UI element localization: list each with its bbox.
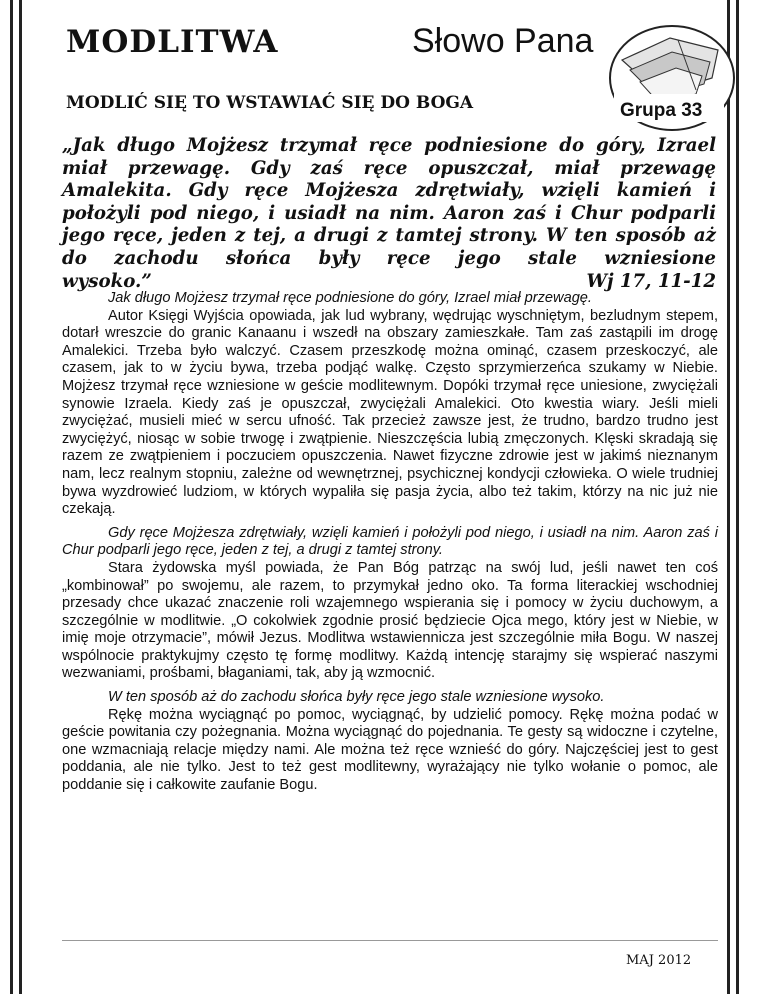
logo-text: Grupa 33	[620, 100, 703, 121]
section-2-title: Gdy ręce Mojżesza zdrętwiały, wzięli kamień i położyli pod niego, i usiadł na nim. Aaron zaś i Chur podparli jego ręce, jeden z tej, a drugi z tamtej strony.	[62, 524, 718, 559]
left-border-line	[10, 0, 13, 994]
section-1-text: Autor Księgi Wyjścia opowiada, jak lud wybrany, wędrując wyschniętym, bezludnym stepem, dotarł wreszcie do granic Kanaanu i wszedł na obszary zamieszkałe. Tam zaś zastąpili im drogę Amalekici. Trzeba było walczyć. Czasem przeszkodę można ominąć, czasem przeskoczyć, ale czasem, jak to w życiu bywa, trzeba podjąć walkę. Często sprzymierzeńca szukamy w Niebie. Mojżesz trzymał ręce wzniesione w geście modlitewnym. Dopóki trzymał ręce uniesione, zwyciężali synowie Izraela. Kiedy zaś je opuszczał, zwyciężali Amalekici. Oto kwestia wiary. Jeśli mieli zwyciężać, musieli mieć w sercu ufność. Tak przecież zawsze jest, że trudno, bardzo trudno jest zwyciężyć, niosąc w sobie trwogę i zwątpienie. Nieszczęścia lubią zmęczonych. Klęski skradają się razem ze zwątpieniem i poczuciem opuszczenia. Nawet fizyczne zdrowie jest w jakimś nieznanym nam, lecz realnym stopniu, zależne od wewnętrznej, psychicznej kondycji człowieka. O wiele trudniej bywa wyzdrowieć ludziom, w których wypaliła się pasja życia, albo też takim, którzy na nic już nie czekają.	[62, 307, 718, 518]
footer-date: MAJ 2012	[626, 953, 692, 968]
header-title-right: Słowo Pana	[412, 22, 594, 60]
article-body	[62, 290, 718, 795]
article-subtitle: MODLIĆ SIĘ TO WSTAWIAĆ SIĘ DO BOGA	[66, 93, 474, 113]
right-border-line-outer	[736, 0, 739, 994]
footer-divider	[62, 940, 718, 941]
quote-text: „Jak długo Mojżesz trzymał ręce podniesione do góry, Izrael miał przewagę. Gdy zaś ręce opuszczał, miał przewagę Amalekita. Gdy ręce Mojżesza zdrętwiały, wzięli kamień i położyli pod niego, i usiadł na nim. Aaron zaś i Chur podparli jego ręce, jeden z tej, a drugi z tamtej strony. W ten sposób aż do zachodu słońca były ręce jego stale wzniesione	[62, 135, 716, 269]
quote-reference: Wj 17, 11-12	[586, 270, 716, 292]
section-3-text: Rękę można wyciągnąć po pomoc, wyciągnąć, by udzielić pomocy. Rękę można podać w geście powitania czy pożegnania. Można wyciągnąć do pojednania. Te gesty są widoczne i czytelne, one wzmacniają relacje między nami. Ale można też ręce wznieść do góry. Najczęściej jest to gest poddania, ale nie tylko. Jest to też gest modlitewny, wyrażający nie tylko wołanie o pomoc, ale poddanie się i całkowite zaufanie Bogu.	[62, 706, 718, 794]
section-2-text: Stara żydowska myśl powiada, że Pan Bóg patrząc na swój lud, jeśli nawet ten coś „kombinował” po swojemu, ale razem, to przymykał jedno oko. Ta forma literackiej wschodniej przesady chce ukazać znaczenie roli wzajemnego wspierania się i pomocy w życiu duchowym, a szczególnie w modlitwie. „O cokolwiek zgodnie prosić będziecie Ojca mego, który jest w Niebie, w imię moje otrzymacie”, mówił Jezus. Modlitwa wstawiennicza jest szczególnie miła Bogu. W naszej wspólnocie praktykujmy często tę formę modlitwy. Każdą intencję starajmy się wspierać naszymi wezwaniami, prośbami, błaganiami, tak, aby ją wzmocnić.	[62, 559, 718, 682]
right-border-line	[727, 0, 730, 994]
header-title-left: MODLITWA	[66, 24, 279, 60]
group-logo	[600, 20, 740, 132]
quote-last-word: wysoko.”	[62, 270, 152, 292]
section-1-title: Jak długo Mojżesz trzymał ręce podniesione do góry, Izrael miał przewagę.	[108, 290, 592, 306]
section-3-title: W ten sposób aż do zachodu słońca były ręce jego stale wzniesione wysoko.	[108, 689, 605, 706]
bible-quote	[62, 135, 716, 293]
left-border-line-inner	[19, 0, 22, 994]
